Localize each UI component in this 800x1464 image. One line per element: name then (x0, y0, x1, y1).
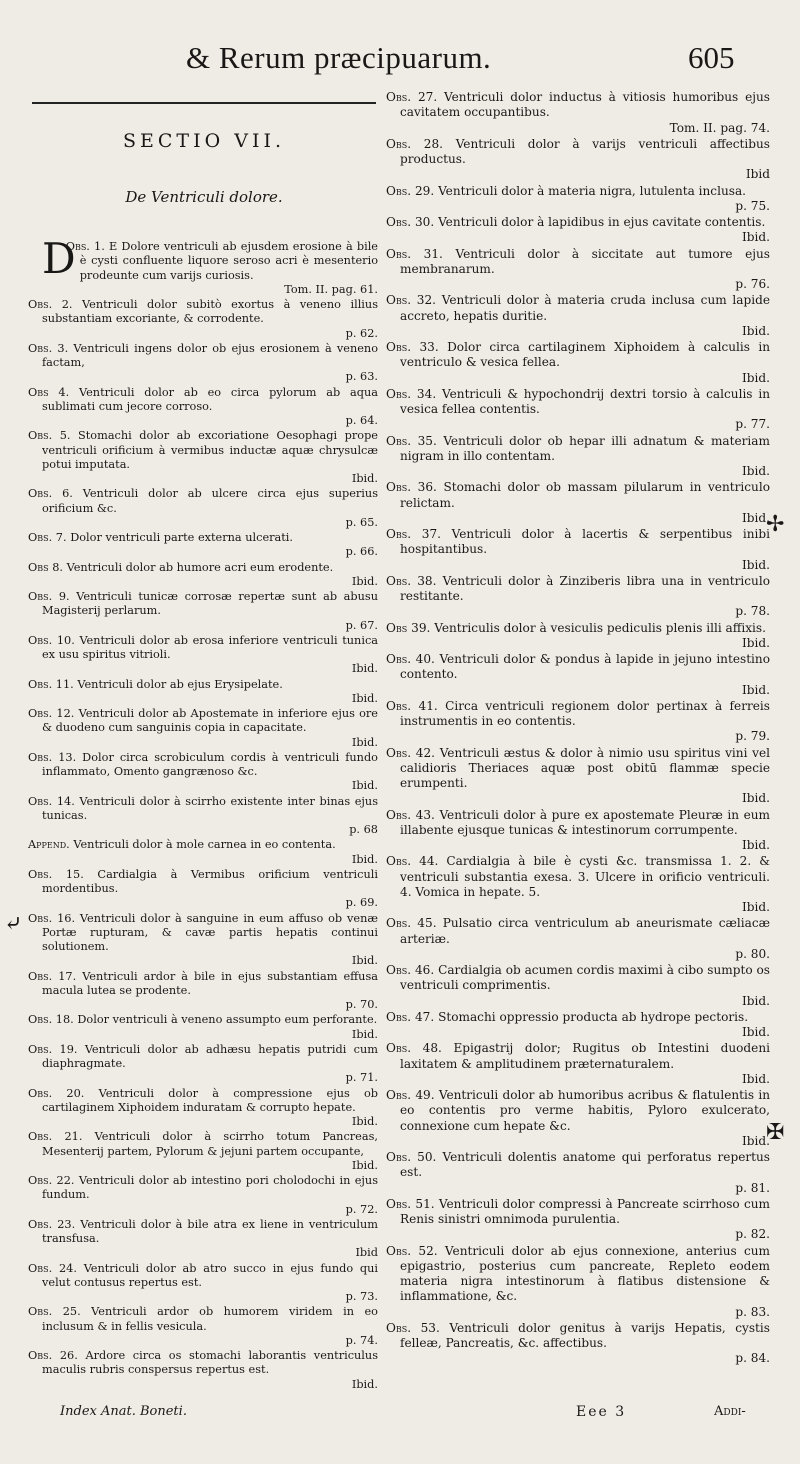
margin-mark-cross-icon: ✢ (766, 512, 785, 537)
entry-text: Ventriculi dolor à scirrho existente inter binas ejus tunicas. (42, 794, 378, 822)
entry-text: Stomachi dolor ab excoriatione Oesophagi prope ventriculi orificium à vermibus inductæ aquæ chrysulcæ potui imputata. (42, 429, 378, 471)
entry-text: Ventriculi dolor à materia cruda inclusa cum lapide accreto, hepatis duritie. (400, 293, 770, 323)
index-entry (28, 1174, 378, 1217)
entry-text: Ventriculi dolor à varijs ventriculi affectibus productus. (400, 136, 770, 166)
entry-label: Obs. 3. (28, 341, 69, 355)
entry-label: Obs. 25. (28, 1305, 81, 1319)
index-entry (28, 1013, 378, 1042)
entry-label: Append. (28, 838, 70, 852)
entry-page-ref: Ibid (355, 1246, 378, 1260)
entry-text: Ventriculi dolor subitò exortus à veneno illius substantiam excoriante, & corrodente. (42, 298, 378, 326)
entry-label: Obs. 22. (28, 1174, 75, 1187)
index-entry (386, 1197, 770, 1243)
entry-page-ref: Ibid. (742, 1071, 770, 1086)
entry-label: Obs. 24. (28, 1261, 77, 1275)
left-column (28, 234, 379, 1393)
entry-text: Cardialgia à bile è cysti &c. transmissa 1. 2. & ventriculi substantia exesa. 3. Ulcere in orificio ventriculi. 4. Vomica in hepate. 5. (400, 854, 770, 899)
entry-label: Obs. 13. (28, 750, 77, 764)
index-entry (386, 652, 770, 698)
entry-page-ref: Ibid. (742, 557, 770, 572)
margin-mark-arrow-icon: ⤶ (4, 912, 23, 937)
entry-page-ref: Ibid. (351, 574, 378, 588)
entry-page-ref: p. 78. (735, 604, 770, 619)
entry-text: Ventriculi dolentis anatome qui perforatus repertus est. (400, 1150, 770, 1180)
entry-label: Obs. 51. (386, 1196, 435, 1211)
entry-text: Ventriculi æstus & dolor à nimio usu spiritus vini vel calidioris Theriaces aquæ post obitū flammæ specie erumpenti. (400, 745, 770, 790)
entry-text: Ventriculi dolor ab ejus Erysipelate. (77, 677, 283, 691)
page-number: 605 (688, 40, 735, 75)
index-entry (386, 480, 770, 526)
entry-text: Dolor ventriculi à veneno assumpto eum perforante. (77, 1013, 378, 1027)
entry-page-ref: p. 66. (345, 545, 378, 559)
entry-page-ref: Ibid. (742, 230, 770, 245)
index-entry (28, 707, 378, 750)
entry-page-ref: Ibid. (742, 791, 770, 806)
entry-page-ref: Ibid. (742, 370, 770, 385)
entry-label: Obs. 34. (386, 386, 437, 401)
entry-text: Ventriculi dolor compressi à Pancreate scirrhoso cum Renis sinistri omnimoda purulentia. (400, 1196, 770, 1226)
entry-text: Ventriculi dolor ob hepar illi adnatum & materiam nigram in illo contentam. (400, 433, 770, 463)
entry-label: Obs. 16. (28, 911, 76, 925)
catchword: Addi- (714, 1404, 746, 1419)
entry-page-ref: p. 83. (735, 1304, 770, 1319)
entry-text: Ardore circa os stomachi laborantis ventriculus maculis rubris conspersus repertus est. (42, 1349, 378, 1377)
entry-label: Obs. 28. (386, 136, 444, 151)
entry-page-ref: Ibid. (742, 838, 770, 852)
entry-label: Obs. 15. (28, 867, 84, 881)
entry-text: Ventriculi dolor genitus à varijs Hepatis, cystis felleæ, Pancreatis, &c. affectibus. (400, 1320, 770, 1350)
entry-label: Obs. 29. (386, 183, 435, 198)
entry-page-ref: p. 76. (735, 277, 770, 291)
entry-label: Obs. 10. (28, 633, 75, 647)
entry-label: Obs. 46. (386, 963, 435, 977)
entry-page-ref: Ibid. (742, 1133, 770, 1148)
index-entry (28, 531, 378, 560)
index-entry (386, 293, 770, 339)
index-entry (386, 1041, 770, 1087)
entry-text: Epigastrij dolor; Rugitus ob Intestini duodeni laxitatem & amplitudinem præternaturalem. (400, 1041, 770, 1071)
entry-label: Obs. 27. (386, 90, 438, 104)
entry-label: Obs. 32. (386, 293, 437, 308)
right-column (386, 90, 770, 1368)
entry-label: Obs. 41. (386, 698, 438, 713)
entry-label: Obs. 2. (28, 298, 73, 311)
index-entry (28, 912, 378, 969)
entry-text: Ventriculi dolor ab atro succo in ejus fundo qui velut contusus repertus est. (42, 1261, 378, 1289)
entry-label: Obs. 49. (386, 1088, 435, 1102)
section-title: SECTIO VII. (123, 130, 285, 152)
entry-text: Circa ventriculi regionem dolor pertinax à ferreis instrumentis in eo contentis. (400, 698, 770, 728)
entry-label: Obs. 19. (28, 1042, 78, 1056)
entry-label: Obs. 38. (386, 573, 437, 588)
entry-page-ref: p. 73. (345, 1290, 378, 1303)
entry-page-ref: Ibid (745, 167, 770, 182)
entry-page-ref: Ibid. (351, 1377, 378, 1391)
entry-page-ref: Ibid. (351, 472, 378, 485)
section-subtitle: De Ventriculi dolore. (125, 188, 283, 206)
index-entry (386, 137, 770, 183)
entry-text: Stomachi dolor ob massam pilularum in ventriculo relictam. (400, 480, 770, 510)
index-entry (28, 1218, 378, 1261)
index-entry (386, 963, 770, 1009)
entry-page-ref: Ibid. (351, 662, 378, 676)
index-entry (386, 621, 770, 652)
entry-label: Obs. 53. (386, 1320, 440, 1335)
entry-text: E Dolore ventriculi ab ejusdem erosione à bile è cysti confluente liquore seroso acri è mesenterio prodeunte cum varijs curiosis. (79, 240, 378, 282)
entry-text: Ventriculi dolor à mole carnea in eo contenta. (73, 838, 336, 852)
index-entry (386, 746, 770, 807)
entry-page-ref: p. 64. (345, 414, 378, 427)
index-entry (28, 487, 378, 530)
entry-text: Ventriculi dolor ab intestino pori cholodochi in ejus fundum. (42, 1174, 378, 1202)
index-entry (28, 1087, 378, 1130)
index-entry (386, 1088, 770, 1149)
entry-label: Obs. 12. (28, 707, 75, 720)
entry-label: Obs. 9. (28, 590, 70, 603)
entry-text: Dolor ventriculi parte externa ulcerati. (70, 531, 294, 544)
entry-page-ref: Ibid. (742, 993, 770, 1008)
entry-text: Stomachi oppressio producta ab hydrope pectoris. (438, 1009, 749, 1024)
index-entry (28, 970, 378, 1013)
entry-page-ref: Ibid. (742, 682, 770, 697)
entry-label: Obs. 44. (386, 854, 439, 869)
entry-label: Obs 4. (28, 385, 70, 399)
index-entry (386, 808, 770, 854)
entry-label: Obs. 26. (28, 1349, 78, 1362)
index-entry (386, 1150, 770, 1196)
entry-label: Obs. 40. (386, 652, 435, 666)
entry-page-ref: p. 82. (735, 1227, 770, 1242)
index-entry (386, 527, 770, 573)
index-entry (386, 854, 770, 915)
entry-label: Obs. 17. (28, 969, 77, 983)
entry-text: Ventriculi dolor ab ulcere circa ejus superius orificium &c. (42, 487, 378, 515)
entry-page-ref: p. 79. (735, 729, 770, 744)
entry-text: Ventriculi dolor à sanguine in eum affuso ob venæ Portæ rupturam, & cavæ partis hepatis continui solutionem. (42, 911, 378, 953)
entry-text: Ventriculi dolor ab Apostemate in inferiore ejus ore & duodeno cum sanguinis copia in capacitate. (42, 707, 378, 735)
entry-label: Obs. 11. (28, 677, 74, 691)
index-entry (28, 1305, 378, 1348)
index-entry (386, 184, 770, 215)
entry-label: Obs. 18. (28, 1013, 74, 1027)
entry-text: Ventriculi ardor ob humorem viridem in eo inclusum & in fellis vesicula. (42, 1305, 378, 1333)
entry-text: Ventriculi ingens dolor ob ejus erosionem à veneno factam, (42, 341, 378, 369)
index-entry (28, 342, 378, 385)
entry-page-ref: p. 80. (735, 946, 770, 961)
entry-text: Ventriculi dolor ab adhæsu hepatis putridi cum diaphragmate. (42, 1042, 378, 1070)
index-entry (386, 434, 770, 480)
entry-label: Obs. 48. (386, 1041, 442, 1056)
index-entry (28, 1262, 378, 1305)
index-entry (386, 574, 770, 620)
index-entry (28, 298, 378, 341)
entry-label: Obs. 1. (65, 240, 105, 253)
index-entry (28, 751, 378, 794)
entry-page-ref: Ibid. (742, 1025, 770, 1039)
index-entry (28, 795, 378, 838)
entry-page-ref: p. 70. (345, 998, 378, 1011)
entry-label: Obs. 31. (386, 246, 443, 261)
entry-text: Cardialgia à Vermibus orificium ventriculi mordentibus. (42, 867, 378, 895)
entry-label: Obs. 36. (386, 480, 437, 495)
entry-text: Pulsatio circa ventriculum ab aneurismate cæliacæ arteriæ. (400, 916, 770, 946)
entry-text: Ventriculi dolor à lacertis & serpentibus inibi hospitantibus. (400, 527, 770, 557)
entry-page-ref: Ibid. (742, 464, 770, 478)
footer-title: Index Anat. Boneti. (60, 1404, 187, 1419)
entry-page-ref: Ibid. (742, 900, 770, 914)
index-entry (386, 916, 770, 962)
entry-page-ref: Tom. II. pag. 61. (284, 282, 378, 296)
entry-text: Ventriculi dolor à pure ex apostemate Pleuræ in eum illabente ejusque tunicas & intestinorum corrumpente. (400, 807, 770, 837)
index-entry (386, 215, 770, 246)
index-entry (386, 90, 770, 136)
entry-label: Obs. 20. (28, 1086, 85, 1100)
entry-label: Obs. 30. (386, 215, 435, 229)
entry-page-ref: p. 71. (345, 1071, 378, 1085)
entry-text: Cardialgia ob acumen cordis maximi à cibo sumpto os ventriculi comprimentis. (400, 963, 770, 993)
entry-text: Ventriculi dolor à materia nigra, lutulenta inclusa. (438, 183, 746, 198)
entry-text: Ventriculi ardor à bile in ejus substantiam effusa macula lutea se prodente. (42, 969, 378, 997)
entry-label: Obs. 45. (386, 916, 437, 931)
entry-label: Obs. 33. (386, 340, 439, 354)
entry-page-ref: Tom. II. pag. 74. (669, 120, 770, 135)
entry-label: Obs. 50. (386, 1150, 437, 1164)
entry-page-ref: p. 62. (345, 326, 378, 340)
index-entry (28, 386, 378, 429)
index-entry (28, 838, 378, 867)
index-entry (386, 247, 770, 293)
entry-text: Ventriculi dolor ab ejus connexione, anterius cum epigastrio, posterius cum pancreate, Repleto eodem materia nigra intestinorum à flatibus distensione & inflammatione, &c. (400, 1243, 770, 1304)
entry-label: Obs. 37. (386, 527, 441, 541)
entry-page-ref: Ibid. (351, 852, 378, 866)
entry-label: Obs 8. (28, 560, 63, 574)
entry-page-ref: p. 72. (345, 1202, 378, 1216)
entry-text: Ventriculi dolor à compressione ejus ob cartilaginem Xiphoidem induratam & corrupto hepate. (42, 1086, 378, 1114)
entry-text: Ventriculi dolor inductus à vitiosis humoribus ejus cavitatem occupantibus. (400, 90, 770, 120)
entry-label: Obs. 42. (386, 745, 436, 760)
index-entry (386, 1321, 770, 1367)
entry-text: Dolor circa cartilaginem Xiphoidem à calculis in ventriculo & vesica fellea. (400, 340, 770, 370)
header-rule (32, 102, 376, 104)
entry-text: Ventriculi dolor à scirrho totum Pancreas, Mesenterij partem, Pylorum & jejuni partem occupante, (42, 1130, 378, 1158)
entry-page-ref: Ibid. (351, 1158, 378, 1172)
entry-page-ref: Ibid. (742, 635, 770, 650)
index-entry (28, 1043, 378, 1086)
entry-text: Ventriculi dolor à Zinziberis libra una in ventriculo restitante. (400, 573, 770, 603)
margin-mark-symbol-icon: ✠ (766, 1120, 785, 1145)
index-entry (28, 634, 378, 677)
entry-label: Obs. 35. (386, 433, 437, 448)
entry-page-ref: p. 81. (735, 1180, 770, 1195)
index-entry (386, 1244, 770, 1320)
entry-text: Ventriculi & hypochondrij dextri torsio à calculis in vesica fellea contentis. (400, 386, 770, 416)
entry-page-ref: Ibid. (351, 954, 378, 968)
index-entry (386, 1010, 770, 1041)
entry-text: Ventriculi dolor à siccitate aut tumore ejus membranarum. (400, 246, 770, 276)
running-head-title: & Rerum præcipuarum. (186, 40, 492, 75)
index-entry (28, 561, 378, 590)
index-entry (28, 429, 378, 486)
index-entry (28, 678, 378, 707)
entry-label: Obs. 14. (28, 794, 75, 808)
entry-text: Ventriculi dolor à bile atra ex liene in ventriculum transfusa. (42, 1217, 378, 1245)
index-entry (386, 340, 770, 386)
entry-page-ref: p. 74. (345, 1333, 378, 1347)
entry-text: Ventriculi dolor ab humoribus acribus & flatulentis in eo contentis pro verme habitis, Pyloro exulcerato, connexione cum hepate &c. (400, 1088, 770, 1133)
entry-page-ref: p. 68 (349, 823, 378, 836)
entry-page-ref: p. 77. (735, 417, 770, 432)
entry-page-ref: p. 84. (735, 1351, 770, 1366)
entry-text: Ventriculi dolor ab humore acri eum erodente. (66, 560, 334, 574)
entry-page-ref: Ibid. (742, 510, 770, 525)
entry-label: Obs. 52. (386, 1243, 438, 1258)
entry-label: Obs. 6. (28, 487, 73, 501)
index-entry (28, 1130, 378, 1173)
entry-text: Dolor circa scrobiculum cordis à ventriculi fundo inflammato, Omento gangrænoso &c. (42, 750, 378, 778)
entry-text: Ventriculi dolor à lapidibus in ejus cavitate contentis. (438, 215, 766, 229)
index-entry (28, 1349, 378, 1392)
entry-page-ref: Ibid. (742, 323, 770, 338)
entry-page-ref: Ibid. (351, 691, 378, 705)
entry-page-ref: p. 69. (345, 896, 378, 910)
entry-label: Obs 39. (386, 620, 431, 635)
entry-page-ref: Ibid. (351, 1027, 378, 1041)
entry-label: Obs. 43. (386, 807, 435, 822)
entry-text: Ventriculi tunicæ corrosæ repertæ sunt ab abusu Magisterij perlarum. (42, 590, 378, 618)
entry-label: Obs. 5. (28, 429, 71, 443)
entry-page-ref: p. 63. (345, 370, 378, 384)
entry-text: Ventriculi dolor & pondus à lapide in jejuno intestino contento. (400, 652, 770, 682)
index-entry (386, 387, 770, 433)
signature-mark: Eee 3 (576, 1404, 627, 1420)
index-entry (28, 234, 378, 297)
index-entry (386, 699, 770, 745)
entry-page-ref: Ibid. (351, 735, 378, 749)
entry-text: Ventriculi dolor ab erosa inferiore ventriculi tunica ex usu spiritus vitrioli. (42, 633, 379, 661)
entry-text: Ventriculi dolor ab eo circa pylorum ab aqua sublimati cum jecore corroso. (42, 385, 378, 413)
entry-page-ref: Ibid. (351, 779, 378, 793)
entry-page-ref: p. 75. (735, 198, 770, 213)
drop-cap: D (42, 234, 76, 283)
entry-label: Obs. 23. (28, 1217, 76, 1231)
index-entry (28, 868, 378, 911)
entry-page-ref: Ibid. (351, 1115, 378, 1128)
entry-text: Ventriculis dolor à vesiculis pediculis plenis illi affixis. (434, 620, 766, 635)
entry-label: Obs. 21. (28, 1130, 83, 1144)
entry-label: Obs. 47. (386, 1009, 435, 1024)
entry-page-ref: p. 67. (345, 618, 378, 632)
entry-label: Obs. 7. (28, 531, 67, 544)
entry-page-ref: p. 65. (345, 515, 378, 529)
index-entry (28, 590, 378, 633)
